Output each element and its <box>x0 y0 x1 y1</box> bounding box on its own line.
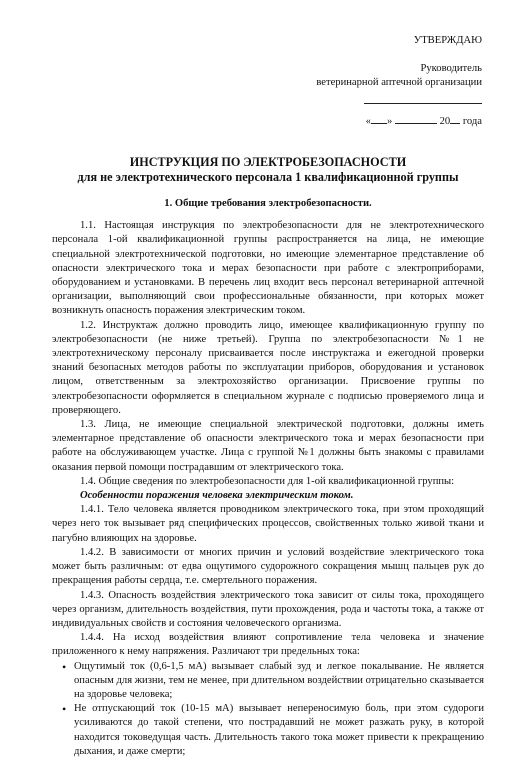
approval-org: ветеринарной аптечной организации <box>316 77 482 89</box>
paragraph-1-4-3: 1.4.3. Опасность воздействия электрического тока зависит от силы тока, проходящего через организм, длительность воздействия, пути прохождения, рода и частоты тока, а также от индивидуальных свойств и состояния человеческого организма. <box>52 589 484 629</box>
approval-block <box>52 34 484 129</box>
document-title <box>52 155 484 185</box>
paragraph-1-4-4: 1.4.4. На исход воздействия влияют сопротивление тела человека и значение приложенного к нему напряжения. Различают три предельных тока: <box>52 632 484 658</box>
paragraph-1-4-1: 1.4.1. Тело человека является проводником электрического тока, при этом проходящий через него ток вызывает ряд специфических процессов, свойственных только живой ткани и пагубно влияющих на здоровье. <box>52 504 484 544</box>
paragraph-1-1: 1.1. Настоящая инструкция по электробезопасности для не электротехнического персонала 1-ой квалификационной группы распространяется на лица, не имеющие специальной электротехнической подготовки, но имеющие элементарное представление об опасности электрического тока и мерах безопасности при работе с электроприборами, оборудованием и установками. В перечень лиц входит весь персонал ветеринарной аптечной организации, выполняющий свои профессиональные обязанности, при которых может возникнуть опасность поражения электрическим током. <box>52 220 484 317</box>
title-line-2: для не электротехнического персонала 1 квалификационной группы <box>77 170 459 185</box>
list-item: • Ощутимый ток (0,6-1,5 мА) вызывает слабый зуд и легкое покалывание. Не является опасным для жизни, тем не менее, при длительном воздействии отрицательно сказывается на здоровье человека; <box>66 660 484 703</box>
approval-title: УТВЕРЖДАЮ <box>413 35 482 46</box>
paragraph-1-4-2: 1.4.2. В зависимости от многих причин и условий воздействие электрического тока может быть различным: от едва ощутимого судорожного сокращения мышц пальцев рук до прекращения работы сердца, т.е. смертельного поражения. <box>52 546 484 587</box>
signature-line <box>364 93 482 104</box>
list-item: • Не отпускающий ток (10-15 мА) вызывает непереносимую боль, при этом судороги усиливаются до такой степени, что пострадавший не может разжать руку, в которой находится токоведущая часть. Длительность такого тока может привести к прекращению дыхания, и даже смерти; <box>66 702 484 759</box>
approval-date: « » 20 года <box>52 113 482 129</box>
subheading-electric-shock: Особенности поражения человека электрическим током. <box>80 490 354 502</box>
paragraph-1-3: 1.3. Лица, не имеющие специальной электрической подготовки, должны иметь элементарное представление об опасности электрического тока и мерах безопасности при работе на обслуживающем участке. Лица с группой №1 должны быть знакомы с правилами оказания первой помощи пострадавшим от электрического тока. <box>52 419 484 473</box>
bullet-list <box>52 660 484 759</box>
paragraph-1-4: 1.4. Общие сведения по электробезопасности для 1-ой квалификационной группы: <box>80 475 455 487</box>
title-line-1: ИНСТРУКЦИЯ ПО ЭЛЕКТРОБЕЗОПАСНОСТИ <box>129 155 407 170</box>
section-title: 1. Общие требования электробезопасности. <box>164 198 372 210</box>
paragraph-1-2: 1.2. Инструктаж должно проводить лицо, имеющее квалификационную группу по электробезопасности (не ниже третьей). Группа по электробезопасности №1 не электротехническому персоналу присваивается после инструктажа и ежегодной проверки знаний безопасных методов работы по эксплуатации приборов, оборудования и установок лицом, ответственным за электрохозяйство организации. Присвоение группы по электробезопасности оформляется в специальном журнале с подписью проверяемого лица и проверяющего. <box>52 319 484 416</box>
approval-role: Руководитель <box>420 63 482 75</box>
